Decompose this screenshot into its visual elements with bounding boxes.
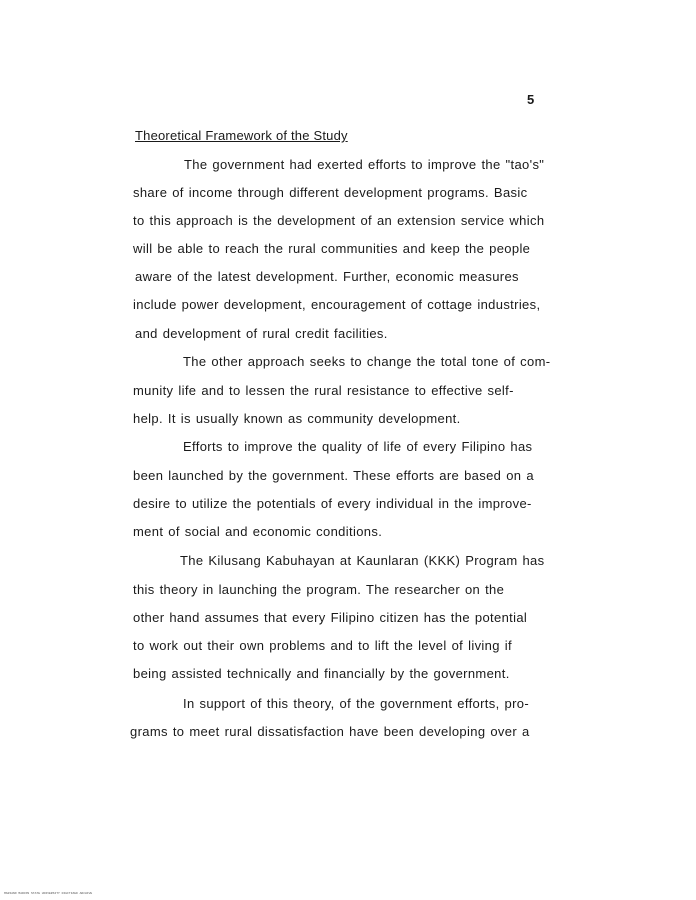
paragraph-line: ment of social and economic conditions. <box>133 524 383 539</box>
paragraph-line: grams to meet rural dissatisfaction have been developing over a <box>130 724 530 739</box>
paragraph-line: other hand assumes that every Filipino citizen has the potential <box>133 610 528 625</box>
paragraph-line: aware of the latest development. Further, economic measures <box>135 269 519 284</box>
paragraph-line: In support of this theory, of the government efforts, pro- <box>183 696 530 711</box>
section-heading: Theoretical Framework of the Study <box>135 128 348 143</box>
paragraph-line: include power development, encouragement of cottage industries, <box>133 297 541 312</box>
paragraph-line: desire to utilize the potentials of every individual in the improve- <box>133 496 532 511</box>
paragraph-line: Efforts to improve the quality of life of every Filipino has <box>183 439 533 454</box>
page-number: 5 <box>527 92 535 107</box>
paragraph-line: share of income through different development programs. Basic <box>133 185 528 200</box>
paragraph-line: to this approach is the development of an extension service which <box>133 213 545 228</box>
paragraph-line: munity life and to lessen the rural resistance to effective self- <box>133 383 514 398</box>
paragraph-line: The other approach seeks to change the total tone of com- <box>183 354 551 369</box>
paragraph-line: this theory in launching the program. The researcher on the <box>133 582 505 597</box>
paragraph-line: help. It is usually known as community development. <box>133 411 461 426</box>
paragraph-line: will be able to reach the rural communities and keep the people <box>133 241 531 256</box>
paragraph-line: been launched by the government. These efforts are based on a <box>133 468 534 483</box>
paragraph-line: to work out their own problems and to lift the level of living if <box>133 638 512 653</box>
archive-stamp: MARIANO MARCOS STATE UNIVERSITY DIGITIZED ARCHIVE <box>4 892 93 895</box>
paragraph-line: being assisted technically and financially by the government. <box>133 666 510 681</box>
paragraph-line: The Kilusang Kabuhayan at Kaunlaran (KKK) Program has <box>180 553 545 568</box>
paragraph-line: and development of rural credit facilities. <box>135 326 388 341</box>
paragraph-line: The government had exerted efforts to improve the "tao's" <box>184 157 545 172</box>
